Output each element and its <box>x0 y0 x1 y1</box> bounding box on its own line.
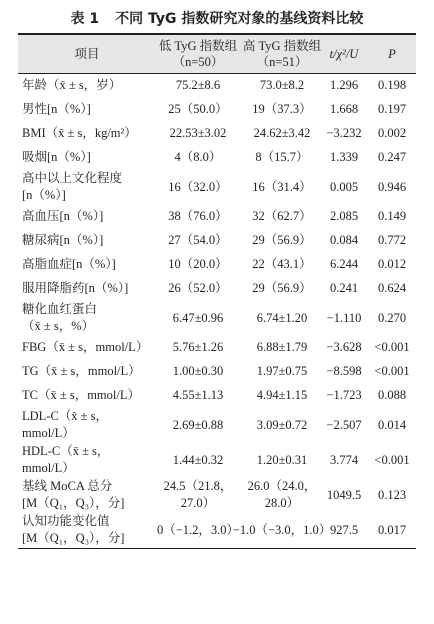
table-row <box>18 170 416 205</box>
table-row <box>18 443 416 478</box>
row-low-value: 27（54.0） <box>168 233 228 247</box>
row-statistic: 2.085 <box>329 209 359 223</box>
row-p-value: 0.002 <box>377 126 407 140</box>
table-row <box>18 98 416 122</box>
baseline-table <box>18 33 416 549</box>
row-label: 服用降脂药[n（%）] <box>22 281 129 295</box>
row-high-value: 26.0（24.0， 28.0） <box>247 479 317 510</box>
row-label: HDL-C（x̄ ± s， mmol/L） <box>22 444 110 475</box>
row-statistic: 1049.5 <box>326 487 362 502</box>
row-label: 认知功能变化值 [M（Q₁，Q₃），分] <box>22 514 125 545</box>
table-row <box>18 384 416 408</box>
row-statistic: −1.723 <box>326 388 362 402</box>
row-statistic: 1.296 <box>329 78 359 92</box>
row-p-value: 0.014 <box>377 417 407 432</box>
row-statistic: −2.507 <box>326 417 362 432</box>
row-statistic: 1.339 <box>329 150 359 164</box>
row-low-value: 0（−1.2，3.0） <box>156 522 240 537</box>
row-label: 糖化血红蛋白 （x̄ ± s，%） <box>22 302 98 333</box>
row-p-value: 0.772 <box>377 233 407 247</box>
row-low-value: 26（52.0） <box>168 281 228 295</box>
row-label: TC（x̄ ± s，mmol/L） <box>22 388 140 402</box>
row-label: 高中以上文化程度 [n（%）] <box>22 171 123 202</box>
table-row <box>18 408 416 443</box>
row-low-value: 75.2±8.6 <box>175 78 221 92</box>
table-row <box>18 513 416 548</box>
table-header <box>18 35 416 74</box>
row-label: 男性[n（%）] <box>22 102 91 116</box>
row-label: 基线 MoCA 总分 [M（Q₁，Q₃），分] <box>22 479 125 510</box>
row-low-value: 4（8.0） <box>174 150 222 164</box>
table-row <box>18 205 416 229</box>
row-label: 吸烟[n（%）] <box>22 150 91 164</box>
row-label: BMI（x̄ ± s，kg/m²） <box>22 126 137 140</box>
table-title: 不同 TyG 指数研究对象的基线资料比较 <box>115 11 364 27</box>
table-row <box>18 122 416 146</box>
row-p-value: 0.946 <box>377 179 407 194</box>
row-label: LDL-C（x̄ ± s， mmol/L） <box>22 409 109 440</box>
header-low-group: 低 TyG 指数组 （n=50） <box>158 39 238 69</box>
table-caption <box>0 8 434 30</box>
row-label: FBG（x̄ ± s，mmol/L） <box>22 340 149 354</box>
row-low-value: 4.55±1.13 <box>172 388 224 402</box>
row-low-value: 1.00±0.30 <box>172 364 224 378</box>
row-high-value: 1.20±0.31 <box>256 452 308 467</box>
row-statistic: 6.244 <box>329 257 359 271</box>
row-low-value: 22.53±3.02 <box>169 126 227 140</box>
row-p-value: <0.001 <box>374 452 410 467</box>
row-high-value: 22（43.1） <box>252 257 312 271</box>
row-low-value: 2.69±0.88 <box>172 417 224 432</box>
table-row <box>18 229 416 253</box>
header-statistic: t/χ²/U <box>329 47 359 61</box>
row-high-value: 8（15.7） <box>255 150 309 164</box>
row-high-value: 24.62±3.42 <box>253 126 311 140</box>
row-p-value: 0.088 <box>377 388 407 402</box>
row-statistic: 927.5 <box>329 522 359 537</box>
row-statistic: 0.005 <box>329 179 359 194</box>
header-item: 项目 <box>74 47 100 61</box>
row-label: 糖尿病[n（%）] <box>22 233 104 247</box>
row-high-value: 16（31.4） <box>252 179 312 194</box>
row-statistic: −1.110 <box>326 310 362 325</box>
table-row <box>18 360 416 384</box>
row-p-value: <0.001 <box>374 364 410 378</box>
row-p-value: 0.270 <box>377 310 407 325</box>
row-low-value: 10（20.0） <box>168 257 228 271</box>
row-p-value: 0.198 <box>377 78 407 92</box>
row-high-value: 6.74±1.20 <box>256 310 308 325</box>
row-high-value: 1.97±0.75 <box>256 364 308 378</box>
table-body <box>18 74 416 548</box>
row-p-value: 0.197 <box>377 102 407 116</box>
table-row <box>18 336 416 360</box>
table-row <box>18 253 416 277</box>
row-statistic: 3.774 <box>329 452 359 467</box>
row-low-value: 16（32.0） <box>168 179 228 194</box>
row-statistic: 0.084 <box>329 233 359 247</box>
row-p-value: 0.017 <box>377 522 407 537</box>
row-statistic: −8.598 <box>326 364 362 378</box>
row-p-value: 0.012 <box>377 257 407 271</box>
table-bottom-rule <box>18 548 416 550</box>
row-statistic: 0.241 <box>329 281 359 295</box>
table-row <box>18 301 416 336</box>
table-row <box>18 146 416 170</box>
table-row <box>18 478 416 513</box>
row-high-value: −1.0（−3.0，1.0） <box>232 522 332 537</box>
row-low-value: 24.5（21.8， 27.0） <box>163 479 233 510</box>
table-row <box>18 277 416 301</box>
row-label: 年龄（x̄ ± s，岁） <box>22 78 122 92</box>
row-statistic: −3.232 <box>326 126 362 140</box>
header-p-value: P <box>388 47 396 61</box>
row-low-value: 6.47±0.96 <box>172 310 224 325</box>
row-label: 高脂血症[n（%）] <box>22 257 116 271</box>
row-p-value: 0.624 <box>377 281 407 295</box>
table-number: 表 1 <box>70 11 100 27</box>
header-high-group: 高 TyG 指数组 （n=51） <box>242 39 322 69</box>
row-high-value: 19（37.3） <box>252 102 312 116</box>
row-low-value: 5.76±1.26 <box>172 340 224 354</box>
row-high-value: 4.94±1.15 <box>256 388 308 402</box>
row-high-value: 29（56.9） <box>252 233 312 247</box>
row-statistic: −3.628 <box>326 340 362 354</box>
row-label: 高血压[n（%）] <box>22 209 104 223</box>
row-label: TG（x̄ ± s，mmol/L） <box>22 364 141 378</box>
row-high-value: 29（56.9） <box>252 281 312 295</box>
row-low-value: 38（76.0） <box>168 209 228 223</box>
row-low-value: 25（50.0） <box>168 102 228 116</box>
table-row <box>18 74 416 98</box>
row-high-value: 3.09±0.72 <box>256 417 308 432</box>
row-p-value: 0.149 <box>377 209 407 223</box>
row-statistic: 1.668 <box>329 102 359 116</box>
row-high-value: 32（62.7） <box>252 209 312 223</box>
row-p-value: 0.247 <box>377 150 407 164</box>
row-low-value: 1.44±0.32 <box>172 452 224 467</box>
row-high-value: 73.0±8.2 <box>259 78 305 92</box>
row-high-value: 6.88±1.79 <box>256 340 308 354</box>
row-p-value: 0.123 <box>377 487 407 502</box>
row-p-value: <0.001 <box>374 340 410 354</box>
